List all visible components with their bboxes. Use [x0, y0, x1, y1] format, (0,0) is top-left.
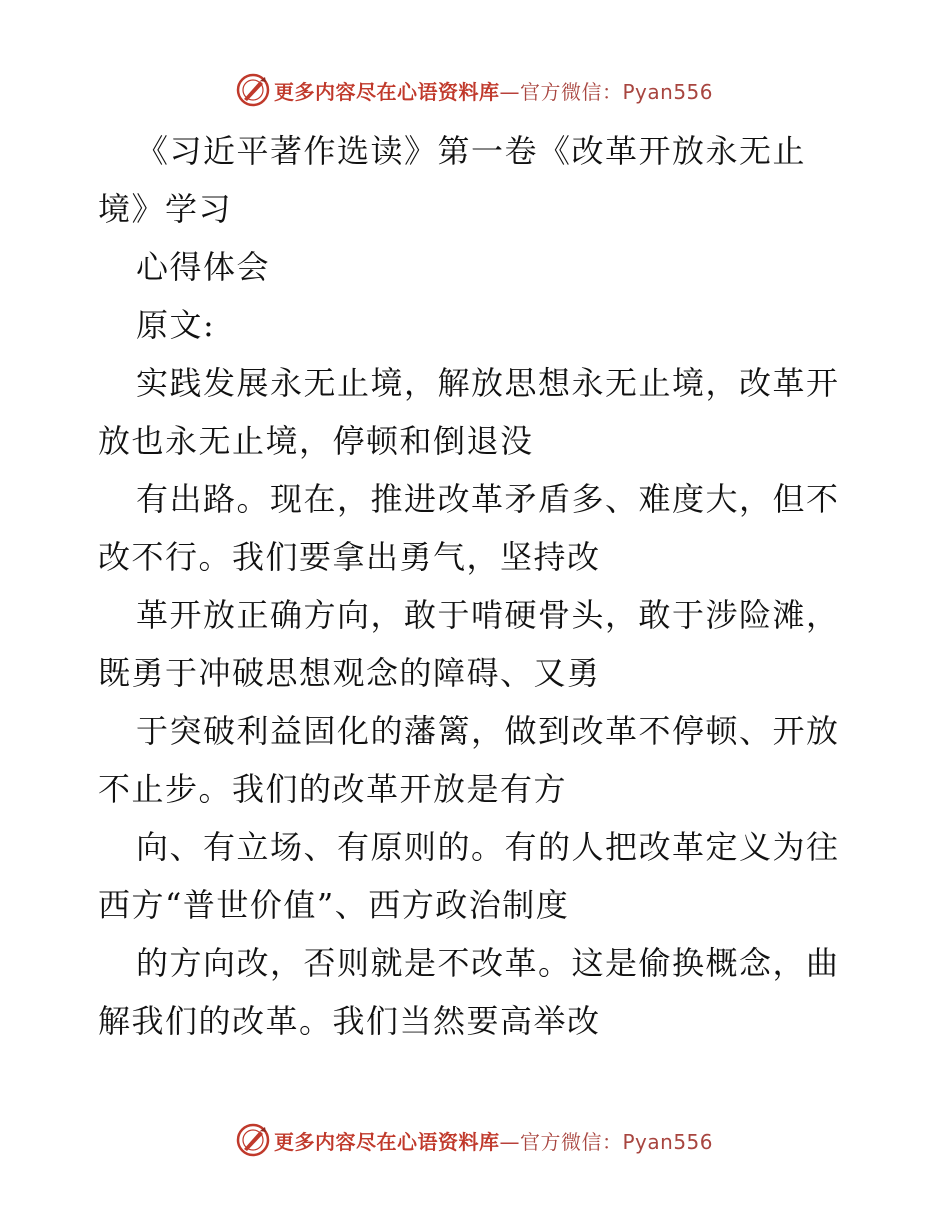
quill-pen-logo-icon — [236, 73, 270, 107]
document-body — [98, 122, 858, 1050]
header-brand-text: 更多内容尽在心语资料库 — [274, 79, 500, 104]
header-wechat-text: 官方微信：Pyan556 — [520, 79, 714, 104]
paragraph-line: 西方“普世价值”、西方政治制度 — [98, 886, 570, 924]
paragraph-line: 的方向改，否则就是不改革。这是偷换概念，曲 — [136, 944, 840, 982]
paragraph-line: 既勇于冲破思想观念的障碍、又勇 — [98, 654, 601, 692]
source-label: 原文: — [136, 306, 216, 344]
paragraph-line: 于突破利益固化的藩篱，做到改革不停顿、开放 — [136, 712, 840, 750]
title-line-2: 境》学习 — [98, 190, 233, 228]
paragraph-line: 改不行。我们要拿出勇气，坚持改 — [98, 538, 601, 576]
paragraph-line: 向、有立场、有原则的。有的人把改革定义为往 — [136, 828, 840, 866]
header-banner — [236, 72, 713, 108]
footer-banner — [236, 1122, 713, 1158]
paragraph-line: 有出路。现在，推进改革矛盾多、难度大，但不 — [136, 480, 840, 518]
header-banner-text — [274, 76, 713, 105]
title-line-1: 《习近平著作选读》第一卷《改革开放永无止 — [136, 132, 807, 170]
footer-brand-text: 更多内容尽在心语资料库 — [274, 1129, 500, 1154]
paragraph-line: 实践发展永无止境，解放思想永无止境，改革开 — [136, 364, 840, 402]
paragraph-line: 放也永无止境，停顿和倒退没 — [98, 422, 534, 460]
paragraph-line: 不止步。我们的改革开放是有方 — [98, 770, 568, 808]
quill-pen-logo-icon — [236, 1123, 270, 1157]
subtitle-line: 心得体会 — [136, 248, 271, 286]
footer-wechat-text: 官方微信：Pyan556 — [520, 1129, 714, 1154]
footer-separator: — — [499, 1129, 520, 1154]
paragraph-line: 解我们的改革。我们当然要高举改 — [98, 1002, 601, 1040]
paragraph-line: 革开放正确方向，敢于啃硬骨头，敢于涉险滩， — [136, 596, 840, 634]
header-separator: — — [499, 79, 520, 104]
footer-banner-text — [274, 1126, 713, 1155]
